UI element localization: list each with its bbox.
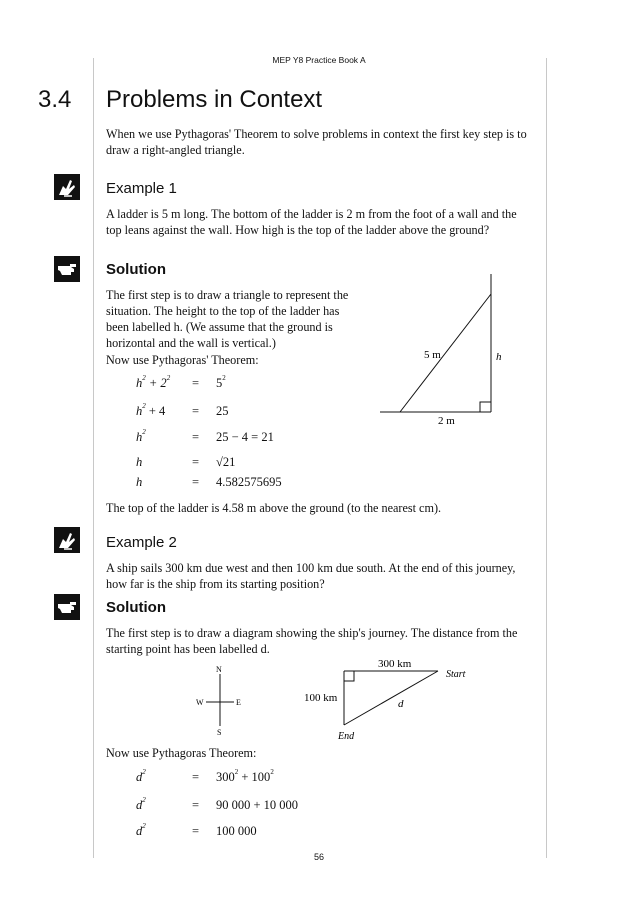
example2-question: A ship sails 300 km due west and then 100 km due south. At the end of this journey, how far is the ship from its starting position? [106,561,516,591]
eq5-sign: = [192,475,200,489]
distance-label: d [398,698,404,710]
section-number: 3.4 [38,86,72,113]
eq6-rhs: $300^2 + 100^2$ [216,768,274,784]
compass-north: N [216,665,222,674]
example1-heading: Example 1 [106,180,177,197]
writing-hand-icon [54,527,80,553]
eq4-sign: = [192,455,200,469]
eq2-rhs: 25 [216,404,229,418]
eq7-sign: = [192,798,200,812]
eq8-sign: = [192,824,200,838]
eq1-rhs: $5^2$ [216,374,226,390]
eq6-lhs: $d^2$ [136,768,146,784]
example2-solution-text: The first step is to draw a diagram showing the ship's journey. The distance from the starting point has been labelled d. [106,626,518,656]
writing-hand-icon [54,174,80,200]
south-leg-label: 100 km [304,692,338,704]
compass-rose-diagram [192,662,248,738]
pointing-hand-icon [54,256,80,282]
example2-heading: Example 2 [106,534,177,551]
example1-solution-heading: Solution [106,261,166,278]
eq2-sign: = [192,404,200,418]
ladder-length-label: 5 m [424,349,441,361]
distance-line [344,671,438,725]
ladder-height-label: h [496,351,502,363]
eq8-rhs: 100 000 [216,824,257,838]
eq7-lhs: $d^2$ [136,796,146,812]
ladder-line [400,294,491,412]
intro-text: When we use Pythagoras' Theorem to solve problems in context the first key step is to draw a right-angled triangle. [106,127,527,157]
eq3-lhs: $h^2$ [136,428,146,444]
example1-question: A ladder is 5 m long. The bottom of the ladder is 2 m from the foot of a wall and the top leans against the wall. How high is the top of the ladder above the ground? [106,207,517,237]
example2-now-use: Now use Pythagoras Theorem: [106,746,257,760]
eq1-lhs: $h^2 + 2^2$ [136,374,171,390]
page-header: MEP Y8 Practice Book A [272,55,366,65]
eq3-sign: = [192,430,200,444]
example1-now-use: Now use Pythagoras' Theorem: [106,353,259,367]
start-label: Start [446,669,466,680]
left-margin-line [93,58,94,858]
compass-south: S [217,728,222,737]
right-angle-marker [480,402,491,412]
eq2-lhs: $h^2 + 4$ [136,402,166,418]
eq1-sign: = [192,376,200,390]
pointing-hand-icon [54,594,80,620]
ship-journey-diagram [300,655,480,745]
eq8-lhs: $d^2$ [136,822,146,838]
eq4-rhs: √21 [216,455,236,469]
end-label: End [338,731,355,742]
eq6-sign: = [192,770,200,784]
ladder-base-label: 2 m [438,415,455,427]
eq5-rhs: 4.582575695 [216,475,282,489]
ladder-triangle-diagram [380,272,520,432]
section-title: Problems in Context [106,86,323,113]
eq3-rhs: 25 − 4 = 21 [216,430,274,444]
right-margin-line [546,58,547,858]
right-angle-marker [344,671,354,681]
example1-conclusion: The top of the ladder is 4.58 m above the ground (to the nearest cm). [106,501,442,515]
compass-west: W [196,698,204,707]
west-leg-label: 300 km [378,658,412,670]
compass-east: E [236,698,241,707]
example2-solution-heading: Solution [106,599,166,616]
eq5-lhs: h [136,475,143,489]
example1-solution-text: The first step is to draw a triangle to represent the situation. The height to the top of the ladder has been labelled h. (We assume that the ground is horizontal and the wall is vertical.) [106,288,349,350]
eq4-lhs: h [136,455,143,469]
eq7-rhs: 90 000 + 10 000 [216,798,299,812]
page-number: 56 [313,852,324,862]
